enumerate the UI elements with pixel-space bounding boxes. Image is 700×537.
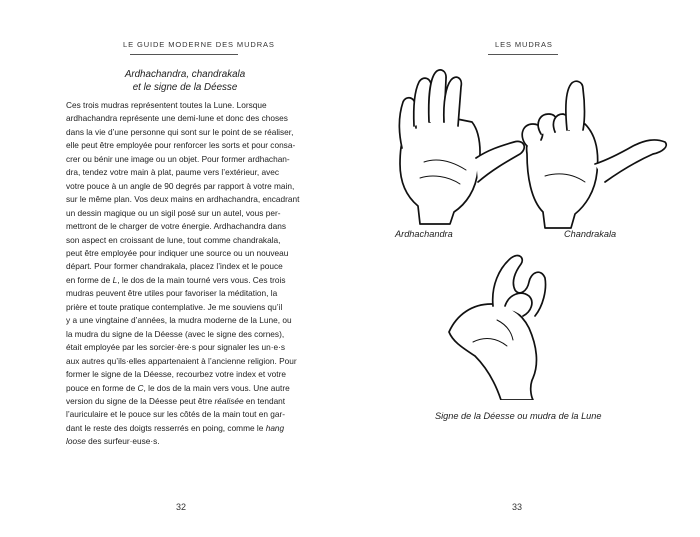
running-head-left: LE GUIDE MODERNE DES MUDRAS [123, 40, 275, 49]
body-text-run: , le dos de la main tourné vers vous. Ces trois [117, 274, 286, 285]
body-italic-run: C [137, 382, 144, 393]
body-line [66, 382, 298, 395]
body-italic-run: L [112, 274, 118, 285]
body-text-run: dant le reste des doigts resserrés en poing, comme le [66, 422, 266, 433]
body-line: mudras peuvent être utiles pour favoriser la méditation, la [66, 288, 278, 299]
body-italic-run: réalisée [214, 395, 244, 406]
body-line [66, 422, 298, 435]
chandrakala-index-finger [566, 81, 585, 130]
body-line: former le signe de la Déesse, recourbez votre index et votre [66, 369, 286, 380]
chandrakala-thumb [595, 140, 666, 182]
body-line: un dessin magique ou un sigil posé sur un autel, vous per- [66, 207, 281, 218]
body-line [66, 274, 298, 287]
body-line: ardhachandra représente une demi-lune et donc des choses [66, 113, 288, 124]
section-title [70, 68, 300, 94]
body-line: crer ou bénir une image ou un objet. Pour former ardhachan- [66, 153, 290, 164]
goddess-sign-hand-illustration [445, 250, 580, 400]
body-line: elle peut être employée pour renforcer les sorts et pour consa- [66, 140, 296, 151]
body-line: y a une vingtaine d’années, la mudra moderne de la Lune, ou [66, 315, 292, 326]
caption-chandrakala: Chandrakala [564, 229, 617, 239]
body-line: aux autres qu’ils·elles appartenaient à l’ancienne religion. Pour [66, 355, 297, 366]
ardhachandra-hand-illustration [380, 66, 530, 226]
chandrakala-hand-illustration [515, 80, 675, 230]
body-line: départ. Pour former chandrakala, placez l’index et le pouce [66, 261, 283, 272]
body-text-run: , le dos de la main vers vous. Une autre [143, 382, 290, 393]
body-line: était employée par les sorcier·ère·s pour signaler les un·e·s [66, 342, 286, 353]
body-line: dans la vie d’une personne qui sont sur le point de se réaliser, [66, 126, 294, 137]
body-text-run: version du signe de la Déesse peut être [66, 395, 215, 406]
goddess-hand-back [449, 304, 536, 400]
page-number-left: 32 [176, 502, 187, 512]
section-title-line-2: et le signe de la Déesse [132, 82, 238, 93]
body-line [66, 395, 298, 408]
body-text-run: des surfeur·euse·s. [85, 436, 160, 447]
body-line: Ces trois mudras représentent toutes la Lune. Lorsque [66, 100, 267, 110]
body-line: mettront de le charger de votre énergie. Ardhachandra dans [66, 221, 287, 232]
body-paragraph [66, 99, 298, 449]
body-text-run: en tendant [243, 395, 286, 406]
body-italic-run: loose [66, 436, 86, 447]
body-text-run: en forme de [66, 274, 113, 285]
running-head-rule-right [488, 54, 558, 55]
page-number-right: 33 [512, 502, 523, 512]
section-title-line-1: Ardhachandra, chandrakala [124, 69, 246, 80]
body-line: dra, tendez votre main à plat, paume vers l’extérieur, avec [66, 167, 280, 178]
body-line: sur le même plan. Vos deux mains en ardhachandra, encadrant [66, 194, 300, 205]
caption-ardhachandra: Ardhachandra [395, 229, 453, 239]
body-line: l’auriculaire et le pouce sur les côtés de la main tout en gar- [66, 409, 286, 420]
body-italic-run: hang [265, 422, 285, 433]
running-head-rule-left [130, 54, 238, 55]
body-line: prière et toute pratique contemplative. Je me souviens qu’il [66, 301, 283, 312]
body-line: la mudra du signe de la Déesse (avec le signe des cornes), [66, 328, 285, 339]
running-head-right: LES MUDRAS [495, 40, 553, 49]
body-line: son aspect en croissant de lune, tout comme chandrakala, [66, 234, 281, 245]
body-line [66, 436, 160, 446]
caption-goddess-sign: Signe de la Déesse ou mudra de la Lune [435, 411, 602, 421]
body-line: votre pouce à un angle de 90 degrés par rapport à votre main, [66, 180, 295, 191]
body-text-run: pouce en forme de [66, 382, 138, 393]
body-line: peut être employée pour indiquer une source ou un nouveau [66, 247, 289, 258]
right-page [350, 0, 700, 537]
